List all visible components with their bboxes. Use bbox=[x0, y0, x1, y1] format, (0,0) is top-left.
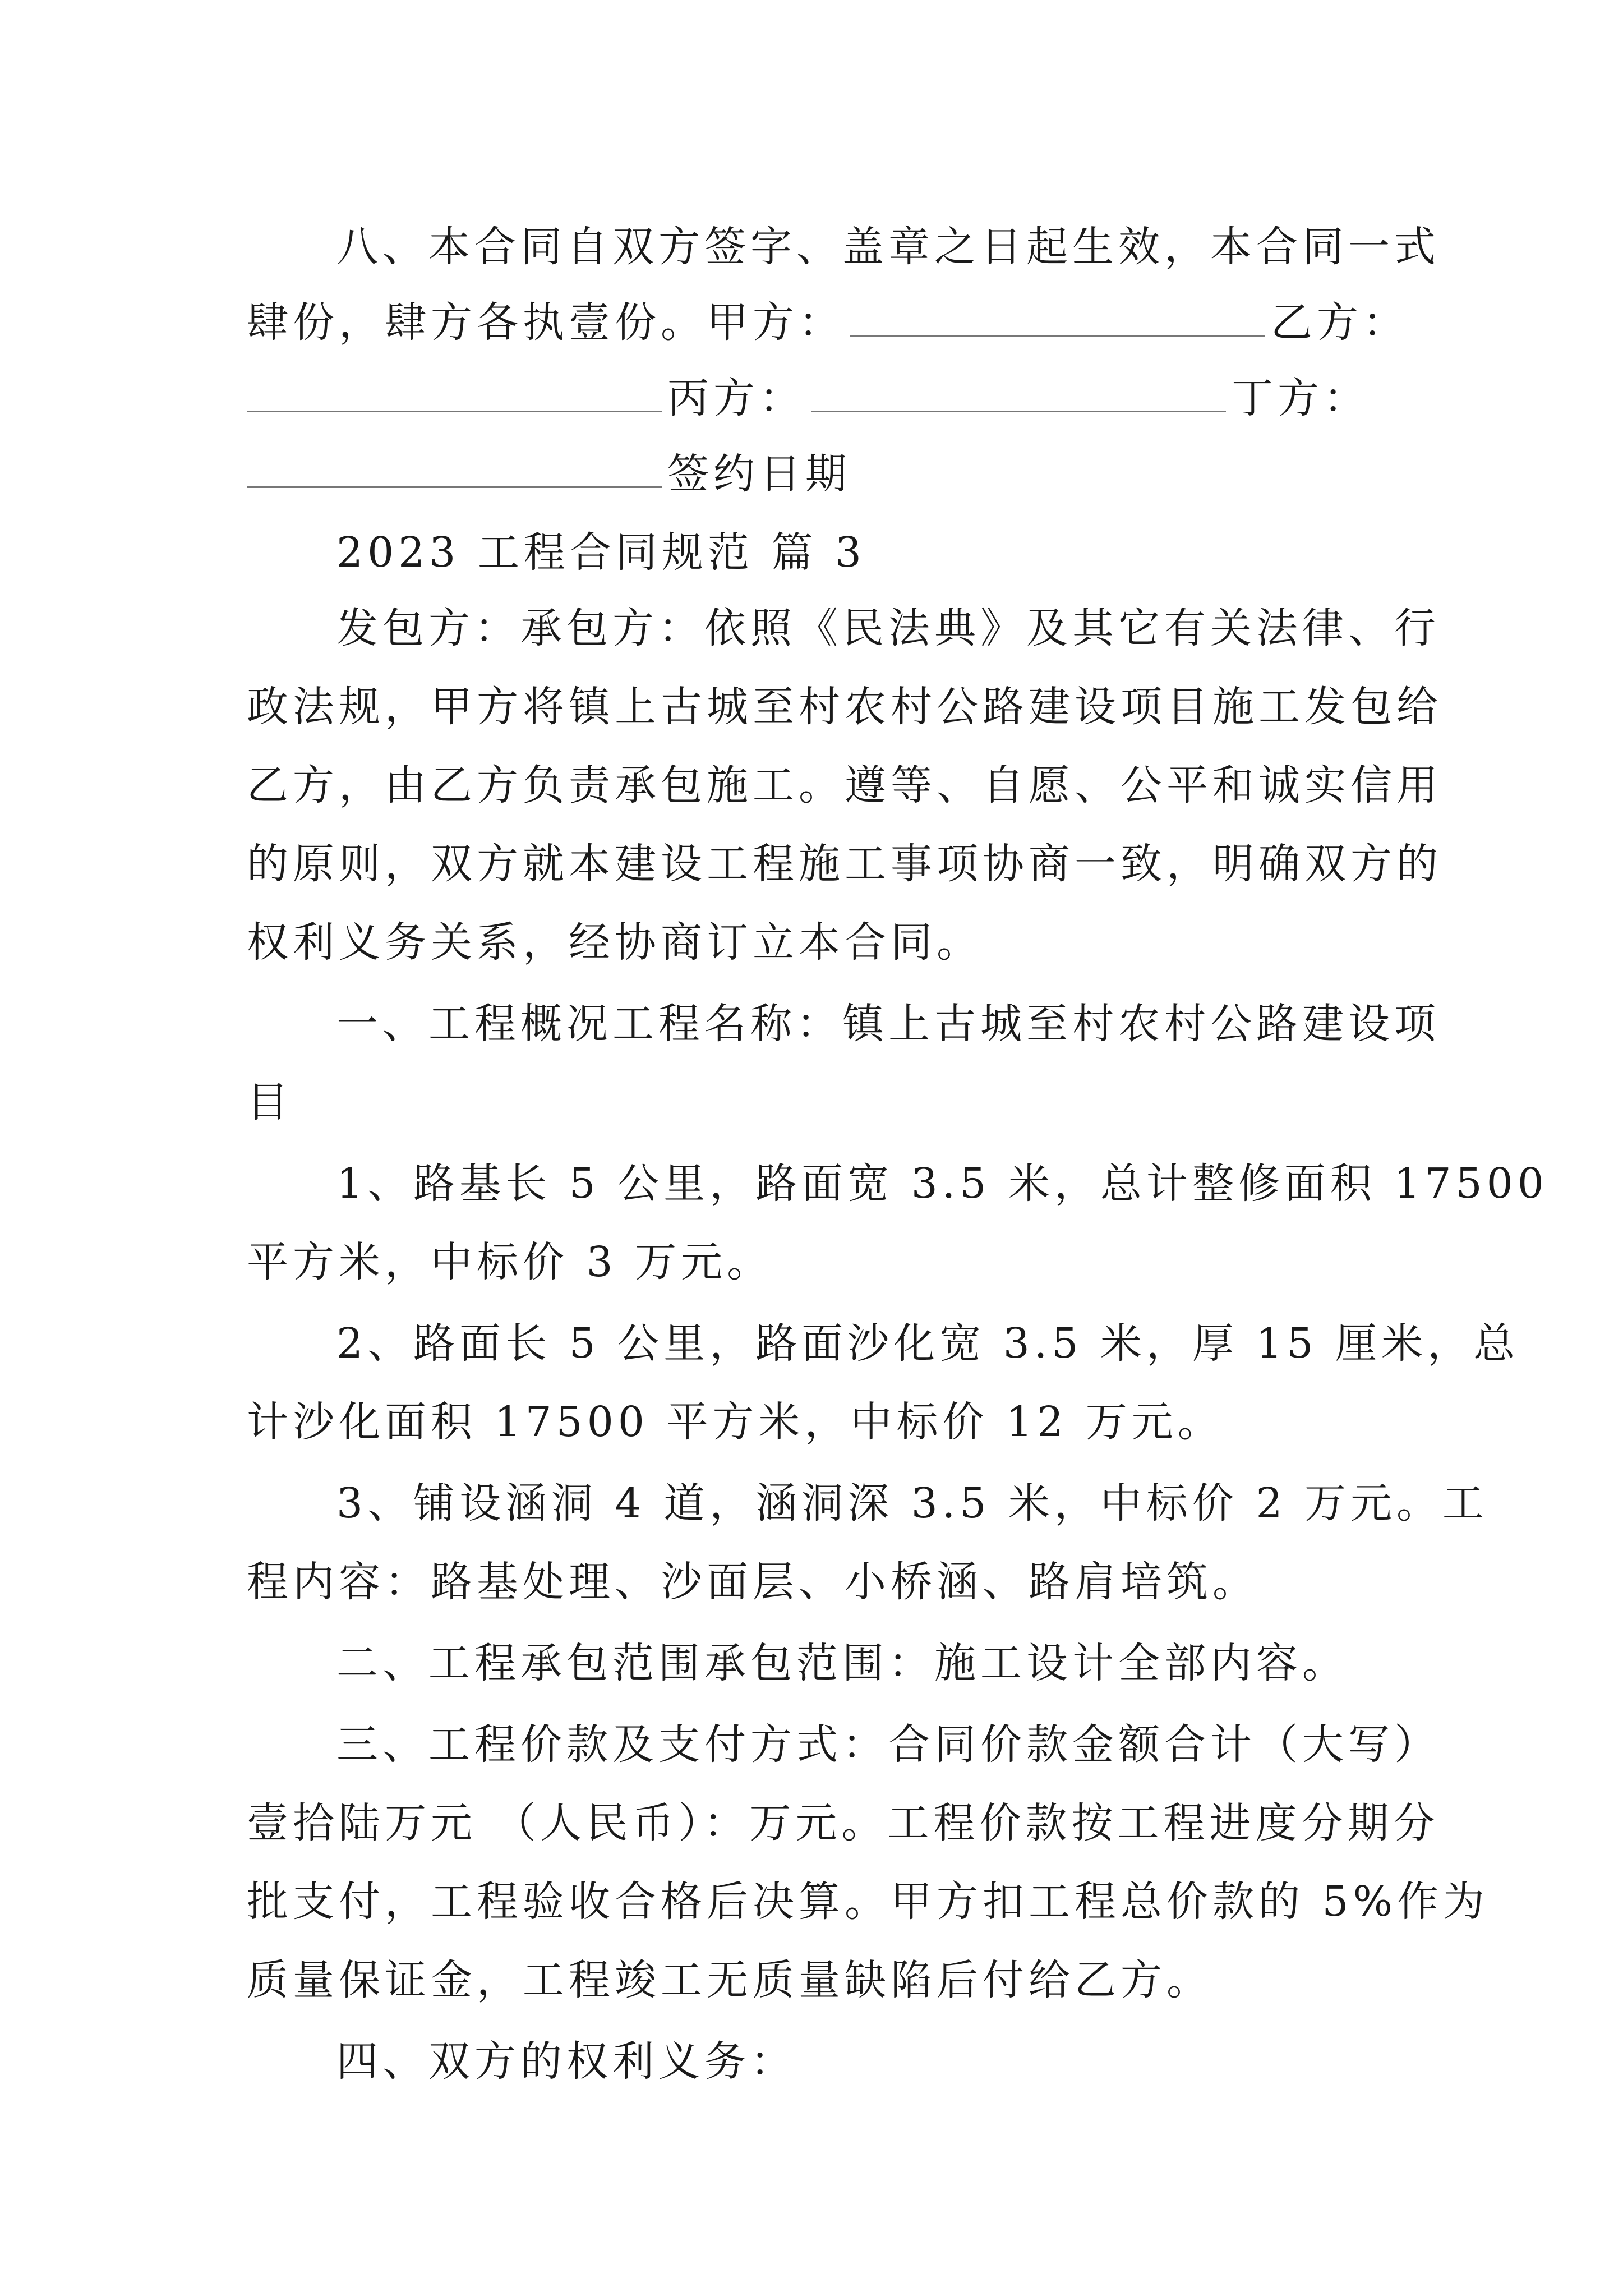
item2-line-2: 计沙化面积 17500 平方米，中标价 12 万元。 bbox=[247, 1398, 1224, 1446]
section8-line-1: 八、本合同自双方签字、盖章之日起生效，本合同一式 bbox=[336, 223, 1440, 271]
item3-line-2: 程内容：路基处理、沙面层、小桥涵、路肩培筑。 bbox=[247, 1558, 1258, 1606]
item1-line-2: 平方米，中标价 3 万元。 bbox=[247, 1238, 773, 1286]
section1-line-1: 一、工程概况工程名称：镇上古城至村农村公路建设项 bbox=[336, 1000, 1440, 1048]
section3-line-3: 批支付，工程验收合格后决算。甲方扣工程总价款的 5%作为 bbox=[247, 1878, 1489, 1926]
party-c-label: 丙方： bbox=[667, 374, 805, 422]
section8-line-3 bbox=[247, 367, 1391, 429]
intro-line-2: 政法规，甲方将镇上古城至村农村公路建设项目施工发包给 bbox=[247, 683, 1442, 731]
party-c-signature-blank bbox=[811, 377, 1226, 412]
section8-line-2 bbox=[247, 292, 1409, 353]
section4-line: 四、双方的权利义务： bbox=[336, 2037, 796, 2086]
signing-date-label: 签约日期 bbox=[667, 450, 851, 498]
party-b-label: 乙方： bbox=[1271, 298, 1409, 347]
section3-line-4: 质量保证金，工程竣工无质量缺陷后付给乙方。 bbox=[247, 1956, 1212, 2004]
section2-line: 二、工程承包范围承包范围：施工设计全部内容。 bbox=[336, 1639, 1348, 1687]
party-d-signature-blank bbox=[247, 453, 662, 488]
section8-line-4 bbox=[247, 443, 1391, 505]
intro-line-3: 乙方，由乙方负责承包施工。遵等、自愿、公平和诚实信用 bbox=[247, 761, 1442, 809]
item2-line-1: 2、路面长 5 公里，路面沙化宽 3.5 米，厚 15 厘米，总 bbox=[336, 1319, 1520, 1368]
section3-line-1: 三、工程价款及支付方式：合同价款金额合计（大写） bbox=[336, 1720, 1440, 1769]
intro-line-5: 权利义务关系，经协商订立本合同。 bbox=[247, 918, 983, 967]
item3-line-1: 3、铺设涵洞 4 道，涵洞深 3.5 米，中标价 2 万元。工 bbox=[336, 1479, 1489, 1527]
section8-copies-text: 肆份，肆方各执壹份。甲方： bbox=[247, 298, 845, 347]
intro-line-1: 发包方：承包方：依照《民法典》及其它有关法律、行 bbox=[336, 604, 1440, 652]
intro-line-4: 的原则，双方就本建设工程施工事项协商一致，明确双方的 bbox=[247, 840, 1442, 888]
party-b-signature-blank bbox=[247, 377, 662, 412]
section3-line-2: 壹拾陆万元 （人民币）：万元。工程价款按工程进度分期分 bbox=[247, 1799, 1440, 1847]
party-a-signature-blank bbox=[850, 301, 1265, 337]
section-heading: 2023 工程合同规范 篇 3 bbox=[336, 528, 866, 577]
item1-line-1: 1、路基长 5 公里，路面宽 3.5 米，总计整修面积 17500 bbox=[336, 1159, 1548, 1208]
party-d-label: 丁方： bbox=[1232, 374, 1370, 422]
section1-line-2: 目 bbox=[247, 1078, 293, 1126]
